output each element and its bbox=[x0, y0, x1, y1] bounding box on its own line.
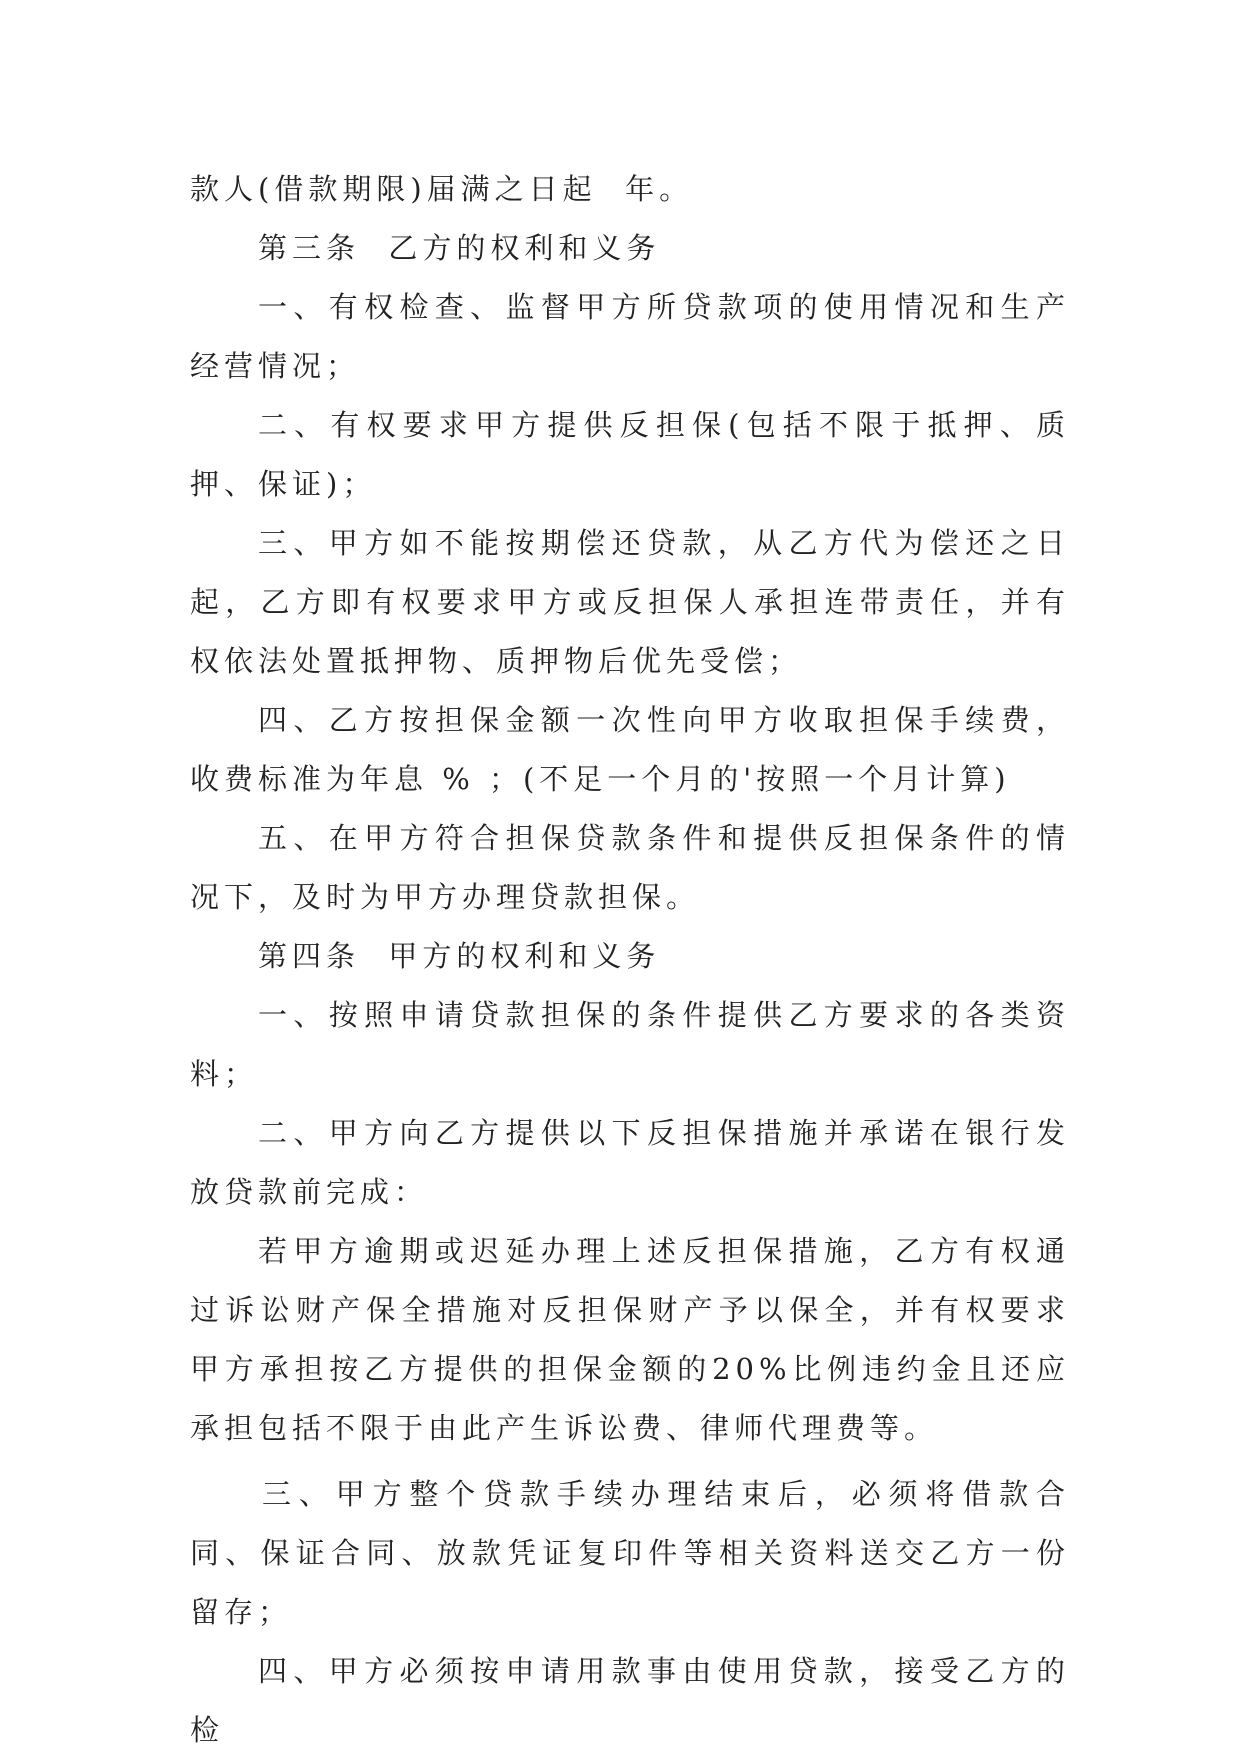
contract-body bbox=[190, 160, 1070, 1760]
article-4-item-3: 三、甲方整个贷款手续办理结束后，必须将借款合同、保证合同、放款凭证复印件等相关资料送交乙方一份留存； bbox=[190, 1477, 1070, 1629]
article-4-item-2: 二、甲方向乙方提供以下反担保措施并承诺在银行发放贷款前完成： bbox=[190, 1116, 1070, 1209]
paragraph-loan-term-end: 款人(借款期限)届满之日起 年。 bbox=[190, 172, 694, 206]
article-4-item-4: 四、甲方必须按申请用款事由使用贷款，接受乙方的检 bbox=[190, 1654, 1070, 1747]
article-3-item-2: 二、有权要求甲方提供反担保(包括不限于抵押、质押、保证)； bbox=[190, 408, 1070, 501]
article-3-item-5: 五、在甲方符合担保贷款条件和提供反担保条件的情况下，及时为甲方办理贷款担保。 bbox=[190, 821, 1070, 914]
article-3-item-1: 一、有权检查、监督甲方所贷款项的使用情况和生产经营情况； bbox=[190, 290, 1070, 383]
article-4-item-2-penalty: 若甲方逾期或迟延办理上述反担保措施，乙方有权通过诉讼财产保全措施对反担保财产予以保全，并有权要求甲方承担按乙方提供的担保金额的20%比例违约金且还应承担包括不限于由此产生诉讼费、律师代理费等。 bbox=[190, 1234, 1070, 1445]
article-3-item-3: 三、甲方如不能按期偿还贷款，从乙方代为偿还之日起，乙方即有权要求甲方或反担保人承担连带责任，并有权依法处置抵押物、质押物后优先受偿； bbox=[190, 526, 1070, 678]
article-4-heading: 第四条 甲方的权利和义务 bbox=[258, 939, 661, 973]
article-3-heading: 第三条 乙方的权利和义务 bbox=[258, 231, 661, 265]
article-4-item-1: 一、按照申请贷款担保的条件提供乙方要求的各类资料； bbox=[190, 998, 1070, 1091]
article-3-item-4: 四、乙方按担保金额一次性向甲方收取担保手续费，收费标准为年息 % ；(不足一个月的'按照一个月计算) bbox=[190, 703, 1070, 796]
